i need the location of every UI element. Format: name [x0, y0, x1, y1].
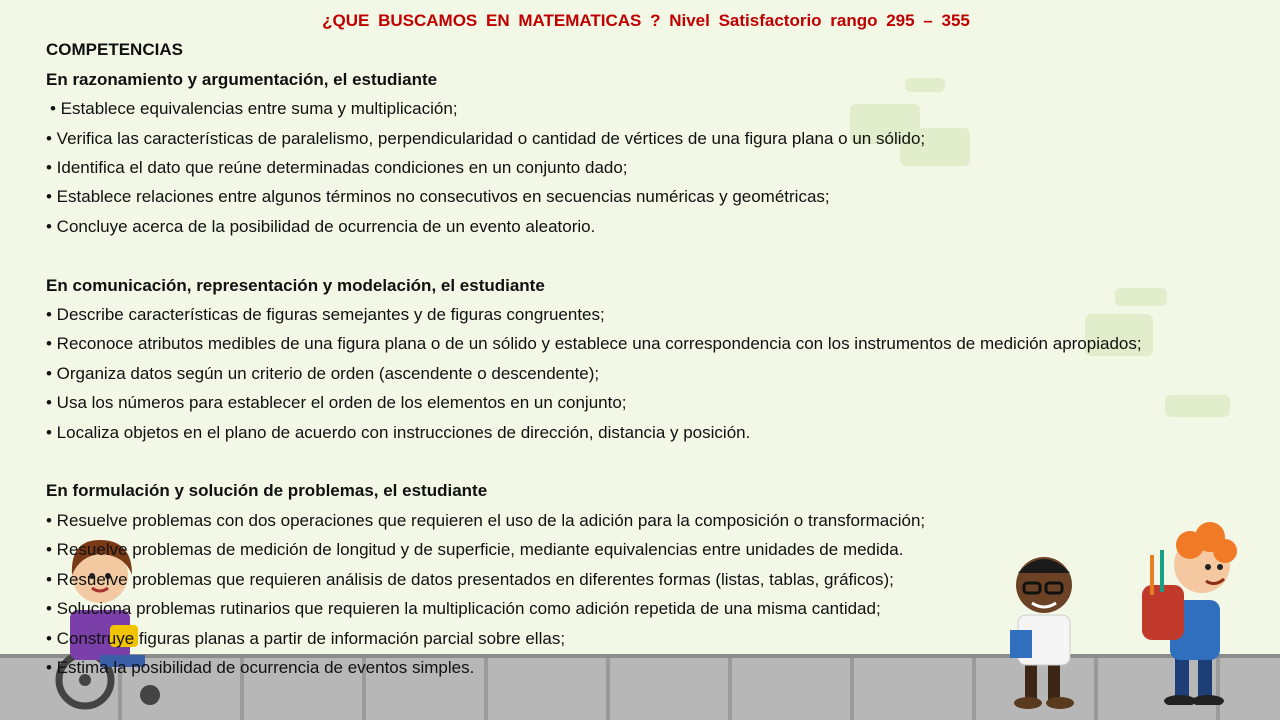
slide-content [46, 6, 1246, 682]
spacer [46, 447, 1246, 476]
section-comunicacion [46, 271, 1246, 447]
page-title: ¿QUE BUSCAMOS EN MATEMATICAS ? Nivel Satisfactorio rango 295 – 355 [322, 11, 970, 30]
list-item: • Resuelve problemas de medición de longitud y de superficie, mediante equivalencias entre unidades de medida. [46, 540, 904, 560]
list-item: • Soluciona problemas rutinarios que requieren la multiplicación como adición repetida de una misma cantidad; [46, 599, 881, 619]
section-heading: En razonamiento y argumentación, el estudiante [46, 69, 438, 89]
list-item: • Reconoce atributos medibles de una figura plana o de un sólido y establece una correspondencia con los instrumentos de medición apropiados; [46, 334, 1142, 354]
list-item: • Construye figuras planas a partir de información parcial sobre ellas; [46, 628, 566, 648]
list-item: • Organiza datos según un criterio de orden (ascendente o descendente); [46, 363, 600, 383]
spacer [46, 241, 1246, 270]
list-item: • Establece relaciones entre algunos términos no consecutivos en secuencias numéricas y geométricas; [46, 187, 830, 207]
competencias-label: COMPETENCIAS [46, 40, 183, 60]
list-item: • Usa los números para establecer el orden de los elementos en un conjunto; [46, 393, 627, 413]
section-heading: En comunicación, representación y modelación, el estudiante [46, 275, 545, 295]
section-formulacion [46, 476, 1246, 682]
list-item: • Resuelve problemas con dos operaciones que requieren el uso de la adición para la composición o transformación; [46, 510, 926, 530]
list-item: • Describe características de figuras semejantes y de figuras congruentes; [46, 305, 605, 325]
list-item: • Identifica el dato que reúne determinadas condiciones en un conjunto dado; [46, 158, 628, 178]
section-heading: En formulación y solución de problemas, el estudiante [46, 481, 488, 501]
list-item: • Concluye acerca de la posibilidad de ocurrencia de un evento aleatorio. [46, 216, 596, 236]
list-item: • Resuelve problemas que requieren análisis de datos presentados en diferentes formas (listas, tablas, gráficos); [46, 569, 894, 589]
list-item: • Localiza objetos en el plano de acuerdo con instrucciones de dirección, distancia y posición. [46, 422, 751, 442]
list-item: • Estima la posibilidad de ocurrencia de eventos simples. [46, 657, 475, 677]
list-item: • Establece equivalencias entre suma y multiplicación; [50, 99, 458, 119]
list-item: • Verifica las características de paralelismo, perpendicularidad o cantidad de vértices de una figura plana o un sólido; [46, 128, 926, 148]
section-razonamiento [46, 65, 1246, 241]
